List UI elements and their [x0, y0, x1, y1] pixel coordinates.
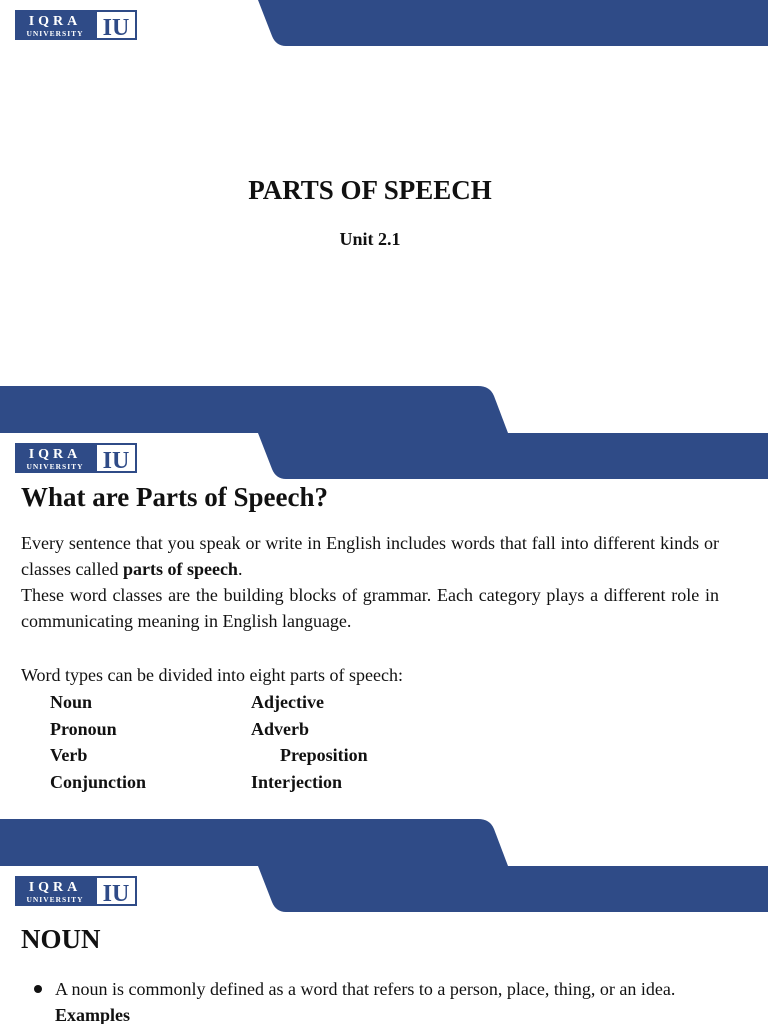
slide-title-text: PARTS OF SPEECH — [248, 175, 492, 205]
logo-university-text: UNIVERSITY — [26, 895, 84, 904]
logo-iqra-text: IQRA — [28, 880, 82, 895]
examples-label: Examples — [55, 1005, 131, 1024]
slide-noun — [0, 866, 768, 1024]
part-verb: Verb — [50, 745, 88, 765]
part-pronoun: Pronoun — [50, 718, 117, 739]
paragraph-one — [21, 530, 719, 582]
noun-heading: NOUN — [21, 924, 101, 954]
iqra-logo — [15, 876, 137, 906]
paragraph-one-text: Every sentence that you speak or write in English includes words that fall into different kinds or classes called — [21, 533, 719, 579]
footer-band — [0, 817, 768, 866]
noun-definition: A noun is commonly defined as a word that refers to a person, place, thing, or an idea. — [55, 979, 676, 999]
logo-iqra-text: IQRA — [28, 14, 82, 29]
logo-iu-text: IU — [102, 881, 130, 906]
logo-university-text: UNIVERSITY — [26, 29, 84, 38]
part-noun: Noun — [50, 692, 93, 712]
part-conjunction: Conjunction — [50, 771, 147, 792]
logo-university-text: UNIVERSITY — [26, 462, 84, 471]
parts-of-speech-bold: parts of speech — [122, 559, 238, 579]
slide-parts-of-speech — [0, 433, 768, 866]
logo-iu-text: IU — [102, 15, 130, 40]
eight-parts-intro: Word types can be divided into eight parts of speech: — [21, 665, 403, 685]
paragraph-two: These word classes are the building blocks of grammar. Each category plays a different role in communicating meaning in English language. — [21, 585, 719, 631]
part-preposition: Preposition — [280, 745, 368, 765]
logo-iqra-text: IQRA — [28, 447, 82, 462]
slide-title — [0, 0, 768, 433]
bullet-dot-icon — [34, 985, 42, 993]
part-adjective: Adjective — [251, 692, 324, 712]
parts-list-right — [251, 689, 368, 795]
slide-subtitle-text: Unit 2.1 — [339, 229, 401, 249]
part-interjection: Interjection — [251, 771, 342, 792]
intro-paragraph — [21, 530, 719, 634]
logo-iu-text: IU — [102, 448, 130, 473]
iqra-logo — [15, 443, 137, 473]
footer-band — [0, 384, 768, 433]
iqra-logo — [15, 10, 137, 40]
section-heading: What are Parts of Speech? — [21, 482, 328, 512]
parts-list-left — [50, 689, 146, 795]
paragraph-one-end: . — [237, 559, 243, 579]
part-adverb: Adverb — [251, 718, 309, 739]
